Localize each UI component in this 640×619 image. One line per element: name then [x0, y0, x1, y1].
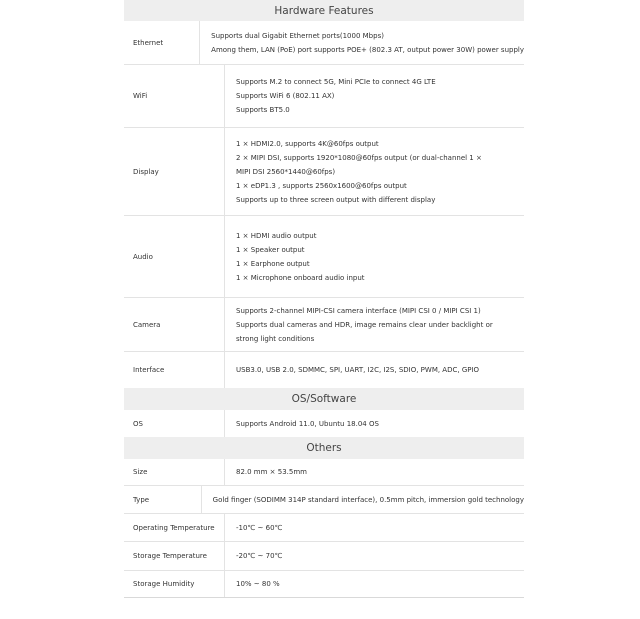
row-value	[225, 514, 524, 541]
value-line: USB3.0, USB 2.0, SDMMC, SPI, UART, I2C, I2S, SDIO, PWM, ADC, GPIO	[236, 366, 480, 374]
row-value	[225, 571, 524, 597]
row-label: OS	[124, 410, 225, 437]
row-wifi	[124, 65, 524, 128]
row-value	[225, 352, 524, 388]
value-line: 1 × Microphone onboard audio input	[236, 273, 365, 282]
value-line: 1 × eDP1.3 , supports 2560x1600@60fps output	[236, 181, 407, 190]
value-line: 1 × Earphone output	[236, 259, 310, 268]
row-audio	[124, 216, 524, 298]
section-title: OS/Software	[291, 393, 357, 405]
row-camera	[124, 298, 524, 352]
row-label: Audio	[124, 216, 225, 297]
value-line: Supports WiFi 6 (802.11 AX)	[236, 92, 335, 100]
row-value	[202, 486, 524, 513]
row-storage-humidity	[124, 571, 524, 598]
row-label: Type	[124, 486, 202, 513]
section-header-os	[124, 388, 524, 410]
section-header-hardware	[124, 0, 524, 21]
value-line: -20℃ ~ 70℃	[236, 552, 283, 560]
row-ethernet	[124, 21, 524, 65]
row-value	[225, 128, 524, 215]
value-line: 10% ~ 80 %	[236, 580, 280, 588]
row-interface	[124, 352, 524, 388]
value-line: Supports Android 11.0, Ubuntu 18.04 OS	[236, 419, 379, 428]
value-line: MIPI DSI 2560*1440@60fps)	[236, 167, 336, 176]
row-label: Size	[124, 459, 225, 485]
row-value	[225, 542, 524, 570]
row-value	[225, 410, 524, 437]
row-label: Ethernet	[124, 21, 200, 64]
row-storage-temperature	[124, 542, 524, 571]
value-line: Supports up to three screen output with different display	[236, 195, 436, 204]
row-label: Display	[124, 128, 225, 215]
row-value	[225, 65, 524, 127]
value-line: strong light conditions	[236, 334, 315, 343]
value-line: 1 × HDMI2.0, supports 4K@60fps output	[236, 139, 379, 148]
row-os	[124, 410, 524, 437]
row-display	[124, 128, 524, 216]
row-label: Operating Temperature	[124, 514, 225, 541]
value-line: Among them, LAN (PoE) port supports POE+ (802.3 AT, output power 30W) power supply	[211, 45, 524, 54]
row-label: WiFi	[124, 65, 225, 127]
row-type	[124, 486, 524, 514]
section-header-others	[124, 437, 524, 459]
row-operating-temperature	[124, 514, 524, 542]
value-line: 1 × HDMI audio output	[236, 231, 317, 240]
spec-table	[124, 0, 524, 598]
row-value	[225, 298, 524, 351]
section-title: Others	[306, 442, 342, 454]
row-value	[225, 216, 524, 297]
row-size	[124, 459, 524, 486]
row-label: Storage Humidity	[124, 571, 225, 597]
value-line: Supports 2-channel MIPI-CSI camera interface (MIPI CSI 0 / MIPI CSI 1)	[236, 306, 481, 315]
row-label: Interface	[124, 352, 225, 388]
value-line: Gold finger (SODIMM 314P standard interface), 0.5mm pitch, immersion gold technology	[212, 495, 524, 504]
value-line: Supports BT5.0	[236, 106, 290, 114]
value-line: 1 × Speaker output	[236, 245, 305, 254]
row-label: Storage Temperature	[124, 542, 225, 570]
row-value	[225, 459, 524, 485]
value-line: 82.0 mm × 53.5mm	[236, 468, 307, 476]
value-line: Supports dual Gigabit Ethernet ports(1000 Mbps)	[211, 31, 384, 40]
row-label: Camera	[124, 298, 225, 351]
value-line: 2 × MIPI DSI, supports 1920*1080@60fps output (or dual-channel 1 ×	[236, 153, 482, 162]
value-line: Supports dual cameras and HDR, image remains clear under backlight or	[236, 320, 493, 329]
value-line: Supports M.2 to connect 5G, Mini PCIe to connect 4G LTE	[236, 78, 436, 86]
section-title: Hardware Features	[274, 4, 374, 17]
value-line: -10℃ ~ 60℃	[236, 523, 283, 532]
row-value	[200, 21, 524, 64]
